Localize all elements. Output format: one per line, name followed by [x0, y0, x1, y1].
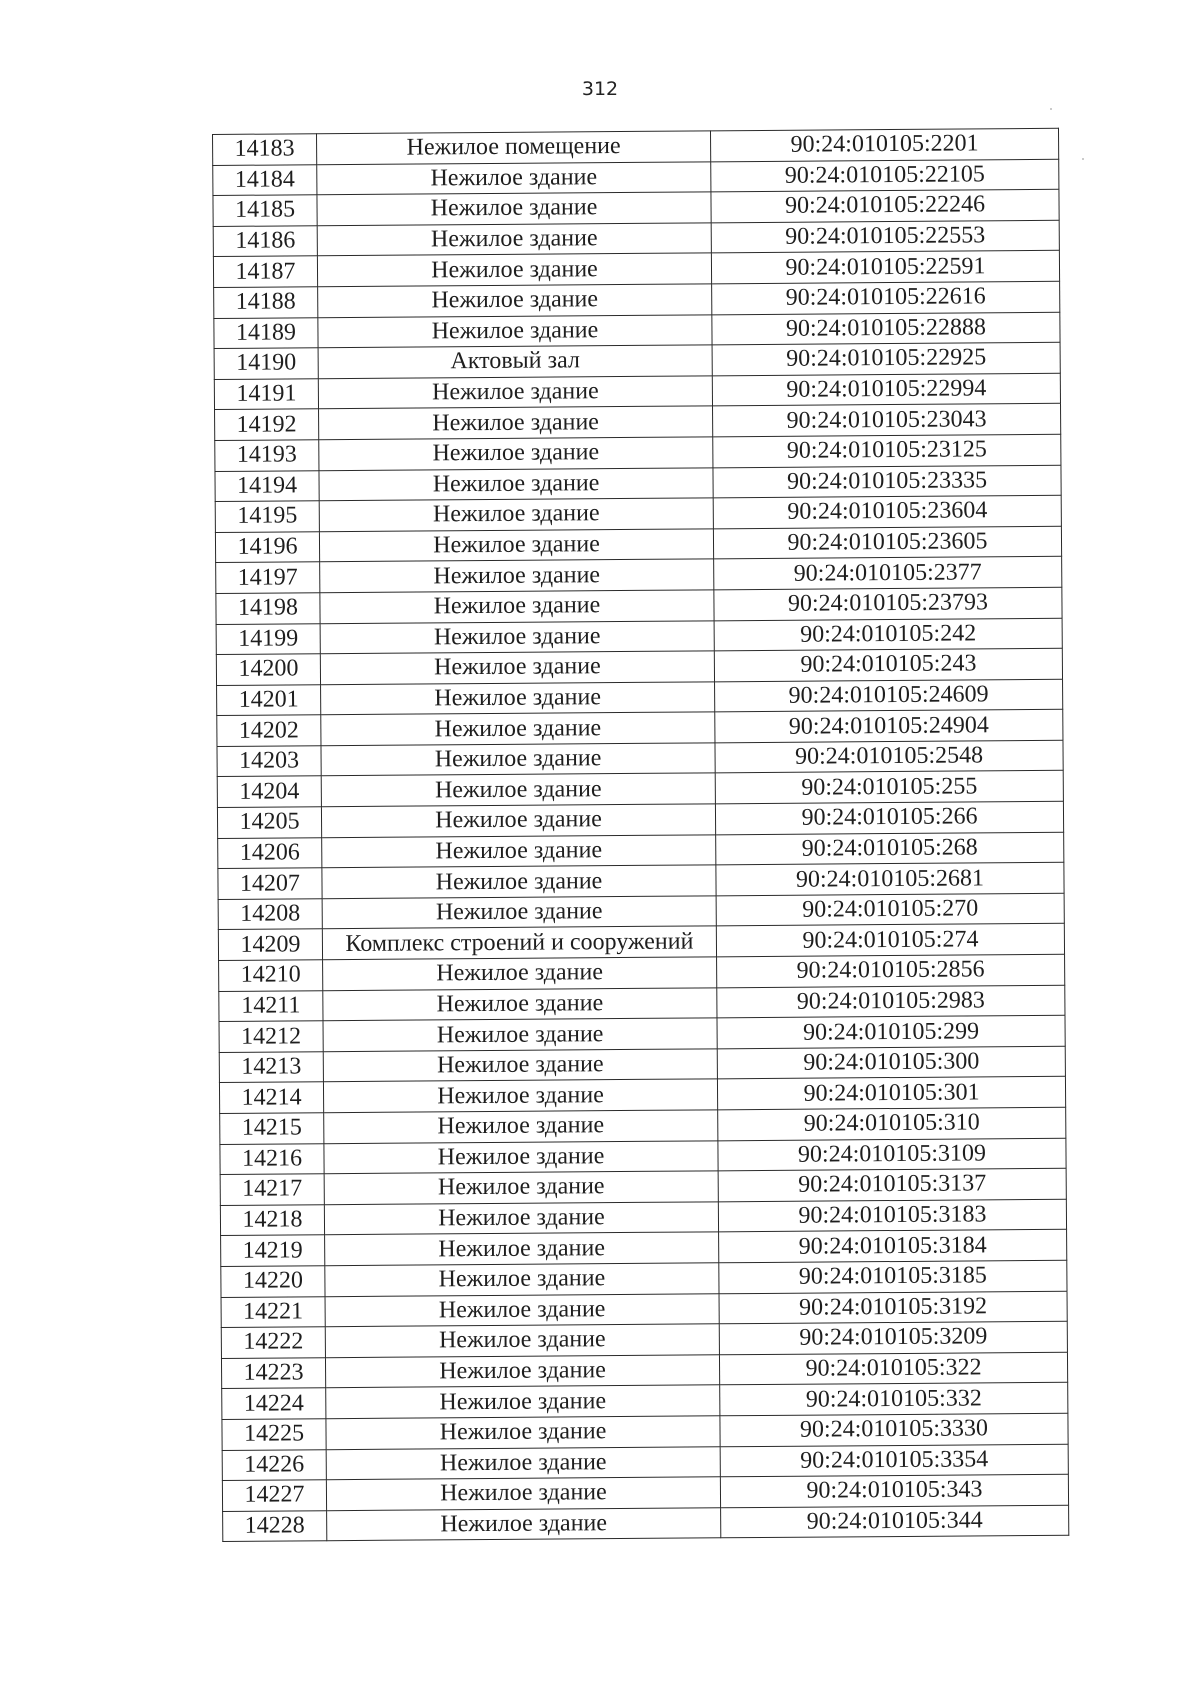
row-number-cell: 14218 [220, 1204, 324, 1235]
cadastral-number-cell: 90:24:010105:22553 [711, 220, 1059, 253]
object-type-cell: Нежилое здание [319, 406, 713, 439]
object-type-cell: Нежилое здание [323, 987, 717, 1020]
row-number-cell: 14222 [221, 1327, 325, 1358]
row-number-cell: 14213 [219, 1052, 323, 1083]
cadastral-number-cell: 90:24:010105:23604 [713, 495, 1061, 528]
row-number-cell: 14220 [221, 1266, 325, 1297]
row-number-cell: 14183 [213, 134, 317, 165]
object-type-cell: Нежилое здание [319, 437, 713, 470]
cadastral-number-cell: 90:24:010105:2681 [716, 863, 1064, 896]
object-type-cell: Нежилое здание [324, 1140, 718, 1173]
row-number-cell: 14223 [221, 1357, 325, 1388]
row-number-cell: 14206 [218, 837, 322, 868]
object-type-cell: Нежилое здание [320, 651, 714, 684]
row-number-cell: 14190 [214, 348, 318, 379]
cadastral-number-cell: 90:24:010105:3109 [718, 1138, 1066, 1171]
cadastral-number-cell: 90:24:010105:22105 [711, 159, 1059, 192]
object-type-cell: Нежилое помещение [317, 131, 711, 164]
cadastral-number-cell: 90:24:010105:310 [718, 1107, 1066, 1140]
cadastral-number-cell: 90:24:010105:322 [719, 1352, 1067, 1385]
object-type-cell: Нежилое здание [317, 223, 711, 256]
row-number-cell: 14225 [222, 1419, 326, 1450]
object-type-cell: Нежилое здание [319, 498, 713, 531]
object-type-cell: Нежилое здание [317, 161, 711, 194]
object-type-cell: Нежилое здание [324, 1202, 718, 1235]
row-number-cell: 14186 [213, 226, 317, 257]
row-number-cell: 14188 [214, 287, 318, 318]
object-type-cell: Нежилое здание [322, 834, 716, 867]
object-type-cell: Нежилое здание [324, 1171, 718, 1204]
object-type-cell: Нежилое здание [317, 253, 711, 286]
object-type-cell: Нежилое здание [325, 1324, 719, 1357]
row-number-cell: 14204 [217, 776, 321, 807]
object-type-cell: Нежилое здание [323, 957, 717, 990]
row-number-cell: 14200 [216, 654, 320, 685]
row-number-cell: 14197 [216, 562, 320, 593]
cadastral-number-cell: 90:24:010105:274 [716, 924, 1064, 957]
row-number-cell: 14214 [219, 1082, 323, 1113]
cadastral-number-cell: 90:24:010105:23335 [713, 465, 1061, 498]
row-number-cell: 14217 [220, 1174, 324, 1205]
cadastral-number-cell: 90:24:010105:2377 [714, 557, 1062, 590]
cadastral-number-cell: 90:24:010105:3209 [719, 1321, 1067, 1354]
row-number-cell: 14212 [219, 1021, 323, 1052]
object-type-cell: Нежилое здание [322, 896, 716, 929]
cadastral-number-cell: 90:24:010105:2548 [715, 740, 1063, 773]
row-number-cell: 14205 [217, 807, 321, 838]
cadastral-number-cell: 90:24:010105:23125 [713, 434, 1061, 467]
object-type-cell: Нежилое здание [325, 1232, 719, 1265]
cadastral-number-cell: 90:24:010105:255 [715, 771, 1063, 804]
object-type-cell: Нежилое здание [326, 1477, 720, 1510]
object-type-cell: Нежилое здание [327, 1508, 721, 1541]
object-type-cell: Нежилое здание [321, 804, 715, 837]
cadastral-number-cell: 90:24:010105:3354 [720, 1444, 1068, 1477]
object-type-cell: Нежилое здание [323, 1049, 717, 1082]
scan-speck [1050, 108, 1052, 110]
property-table-body [213, 128, 1069, 1541]
row-number-cell: 14184 [213, 164, 317, 195]
cadastral-number-cell: 90:24:010105:299 [717, 1015, 1065, 1048]
object-type-cell: Нежилое здание [321, 712, 715, 745]
cadastral-number-cell: 90:24:010105:22616 [712, 281, 1060, 314]
object-type-cell: Нежилое здание [318, 284, 712, 317]
cadastral-number-cell: 90:24:010105:23043 [713, 404, 1061, 437]
row-number-cell: 14187 [213, 256, 317, 287]
object-type-cell: Нежилое здание [320, 590, 714, 623]
cadastral-number-cell: 90:24:010105:23605 [713, 526, 1061, 559]
object-type-cell: Нежилое здание [326, 1385, 720, 1418]
row-number-cell: 14216 [220, 1143, 324, 1174]
row-number-cell: 14207 [218, 868, 322, 899]
row-number-cell: 14215 [220, 1113, 324, 1144]
cadastral-number-cell: 90:24:010105:22925 [712, 342, 1060, 375]
object-type-cell: Нежилое здание [325, 1293, 719, 1326]
object-type-cell: Нежилое здание [325, 1355, 719, 1388]
object-type-cell: Нежилое здание [321, 773, 715, 806]
object-type-cell: Нежилое здание [326, 1416, 720, 1449]
cadastral-number-cell: 90:24:010105:24904 [715, 710, 1063, 743]
row-number-cell: 14224 [222, 1388, 326, 1419]
cadastral-number-cell: 90:24:010105:242 [714, 618, 1062, 651]
object-type-cell: Нежилое здание [320, 620, 714, 653]
object-type-cell: Актовый зал [318, 345, 712, 378]
cadastral-number-cell: 90:24:010105:3184 [719, 1230, 1067, 1263]
row-number-cell: 14227 [222, 1480, 326, 1511]
row-number-cell: 14198 [216, 593, 320, 624]
cadastral-number-cell: 90:24:010105:344 [721, 1505, 1069, 1538]
row-number-cell: 14221 [221, 1296, 325, 1327]
cadastral-number-cell: 90:24:010105:23793 [714, 587, 1062, 620]
row-number-cell: 14226 [222, 1449, 326, 1480]
cadastral-number-cell: 90:24:010105:2201 [710, 128, 1058, 161]
row-number-cell: 14211 [219, 990, 323, 1021]
cadastral-number-cell: 90:24:010105:3185 [719, 1260, 1067, 1293]
scan-speck [1082, 158, 1084, 160]
row-number-cell: 14196 [215, 531, 319, 562]
cadastral-number-cell: 90:24:010105:22246 [711, 189, 1059, 222]
cadastral-number-cell: 90:24:010105:22994 [712, 373, 1060, 406]
cadastral-number-cell: 90:24:010105:3192 [719, 1291, 1067, 1324]
object-type-cell: Нежилое здание [320, 559, 714, 592]
object-type-cell: Нежилое здание [322, 865, 716, 898]
object-type-cell: Нежилое здание [321, 743, 715, 776]
row-number-cell: 14203 [217, 746, 321, 777]
cadastral-number-cell: 90:24:010105:2856 [717, 954, 1065, 987]
row-number-cell: 14192 [215, 409, 319, 440]
cadastral-number-cell: 90:24:010105:243 [714, 648, 1062, 681]
cadastral-number-cell: 90:24:010105:301 [717, 1077, 1065, 1110]
row-number-cell: 14228 [223, 1510, 327, 1541]
page-number: 312 [581, 78, 619, 100]
row-number-cell: 14195 [215, 501, 319, 532]
cadastral-number-cell: 90:24:010105:268 [716, 832, 1064, 865]
cadastral-number-cell: 90:24:010105:3137 [718, 1168, 1066, 1201]
cadastral-number-cell: 90:24:010105:3183 [718, 1199, 1066, 1232]
row-number-cell: 14189 [214, 317, 318, 348]
object-type-cell: Нежилое здание [326, 1446, 720, 1479]
cadastral-number-cell: 90:24:010105:266 [715, 801, 1063, 834]
cadastral-number-cell: 90:24:010105:270 [716, 893, 1064, 926]
row-number-cell: 14219 [221, 1235, 325, 1266]
object-type-cell: Нежилое здание [318, 376, 712, 409]
row-number-cell: 14199 [216, 623, 320, 654]
object-type-cell: Нежилое здание [321, 682, 715, 715]
cadastral-number-cell: 90:24:010105:3330 [720, 1413, 1068, 1446]
row-number-cell: 14193 [215, 440, 319, 471]
row-number-cell: 14210 [219, 960, 323, 991]
object-type-cell: Нежилое здание [319, 529, 713, 562]
cadastral-number-cell: 90:24:010105:24609 [715, 679, 1063, 712]
property-table [212, 128, 1069, 1542]
row-number-cell: 14201 [217, 684, 321, 715]
object-type-cell: Нежилое здание [324, 1110, 718, 1143]
cadastral-number-cell: 90:24:010105:22591 [711, 251, 1059, 284]
object-type-cell: Нежилое здание [325, 1263, 719, 1296]
row-number-cell: 14209 [218, 929, 322, 960]
cadastral-number-cell: 90:24:010105:343 [720, 1474, 1068, 1507]
cadastral-number-cell: 90:24:010105:22888 [712, 312, 1060, 345]
row-number-cell: 14191 [214, 378, 318, 409]
object-type-cell: Комплекс строений и сооружений [322, 926, 716, 959]
object-type-cell: Нежилое здание [319, 467, 713, 500]
object-type-cell: Нежилое здание [317, 192, 711, 225]
row-number-cell: 14194 [215, 470, 319, 501]
object-type-cell: Нежилое здание [318, 314, 712, 347]
row-number-cell: 14208 [218, 899, 322, 930]
row-number-cell: 14202 [217, 715, 321, 746]
cadastral-number-cell: 90:24:010105:2983 [717, 985, 1065, 1018]
table-row [223, 1505, 1069, 1542]
row-number-cell: 14185 [213, 195, 317, 226]
cadastral-number-cell: 90:24:010105:300 [717, 1046, 1065, 1079]
object-type-cell: Нежилое здание [323, 1079, 717, 1112]
object-type-cell: Нежилое здание [323, 1018, 717, 1051]
cadastral-number-cell: 90:24:010105:332 [720, 1383, 1068, 1416]
